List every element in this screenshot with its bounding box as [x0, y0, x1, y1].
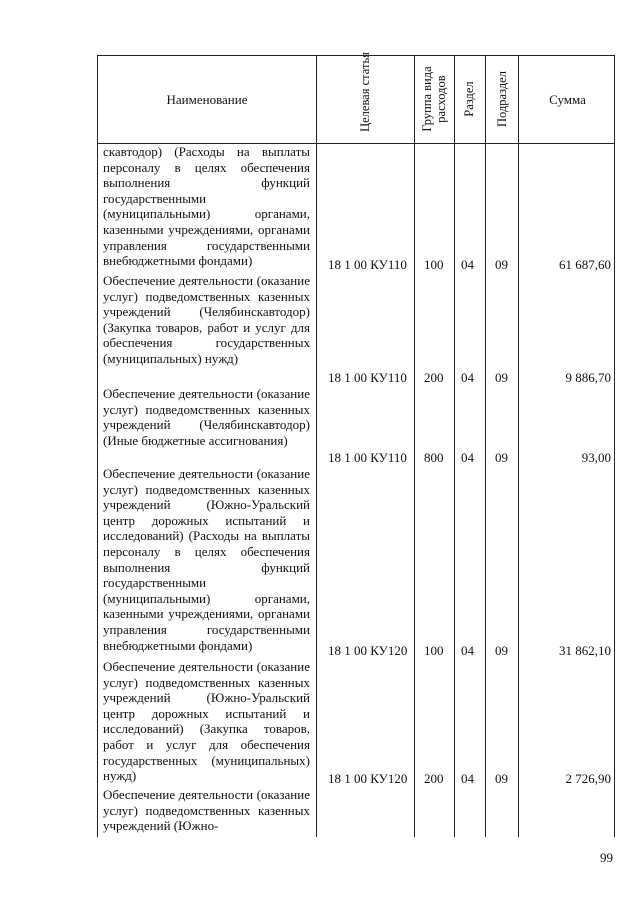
col-divider: [518, 55, 519, 837]
header-subsection: Подраздел: [495, 71, 509, 127]
col-divider: [454, 55, 455, 837]
col-divider: [485, 55, 486, 837]
row-subsection: 09: [495, 257, 508, 272]
row-sum: 31 862,10: [559, 643, 611, 658]
header-group: Группа вида расходов: [420, 66, 448, 132]
header-target: Целевая статья: [358, 52, 372, 132]
row-section: 04: [461, 450, 474, 465]
row-section: 04: [461, 643, 474, 658]
table-top-border: [98, 55, 614, 56]
row-name: Обеспечение деятельности (оказание услуг) подведомственных казенных учреждений (Южно-: [103, 787, 310, 834]
row-target: 18 1 00 КУ120: [328, 643, 408, 658]
page-number: 99: [600, 850, 613, 865]
row-sum: 9 886,70: [565, 370, 611, 385]
row-group: 200: [424, 771, 444, 786]
row-section: 04: [461, 771, 474, 786]
row-subsection: 09: [495, 643, 508, 658]
row-target: 18 1 00 КУ110: [328, 257, 407, 272]
row-target: 18 1 00 КУ120: [328, 771, 408, 786]
row-subsection: 09: [495, 370, 508, 385]
row-group: 100: [424, 643, 444, 658]
row-name: Обеспечение деятельности (оказание услуг) подведомственных казенных учреждений (Южно-Уральский центр дорожных испытаний и исследований) (Расходы на выплаты персоналу в целях обеспечения выполнения функций государственными (муниципальными) органами, казенными учреждениями, органами управления государственными внебюджетными фондами): [103, 466, 310, 653]
header-sum: Сумма: [549, 92, 586, 107]
row-section: 04: [461, 257, 474, 272]
row-sum: 61 687,60: [559, 257, 611, 272]
row-group: 100: [424, 257, 444, 272]
row-target: 18 1 00 КУ110: [328, 450, 407, 465]
row-subsection: 09: [495, 771, 508, 786]
col-divider: [414, 55, 415, 837]
row-name: скавтодор) (Расходы на выплаты персоналу в целях обеспечения выполнения функций государственными (муниципальными) органами, казенными учреждениями, органами управления государственными внебюджетными фондами): [103, 144, 310, 269]
row-target: 18 1 00 КУ110: [328, 370, 407, 385]
row-group: 200: [424, 370, 444, 385]
row-name: Обеспечение деятельности (оказание услуг) подведомственных казенных учреждений (Челябинскавтодор) (Закупка товаров, работ и услуг для обеспечения государственных (муниципальных) нужд): [103, 273, 310, 366]
row-name: Обеспечение деятельности (оказание услуг) подведомственных казенных учреждений (Челябинскавтодор) (Иные бюджетные ассигнования): [103, 386, 310, 448]
col-divider: [316, 55, 317, 837]
row-group: 800: [424, 450, 444, 465]
header-name: Наименование: [166, 92, 248, 107]
row-sum: 93,00: [581, 450, 611, 465]
row-subsection: 09: [495, 450, 508, 465]
row-section: 04: [461, 370, 474, 385]
header-section: Раздел: [462, 81, 476, 117]
budget-table: [97, 52, 615, 837]
row-sum: 2 726,90: [565, 771, 611, 786]
row-name: Обеспечение деятельности (оказание услуг) подведомственных казенных учреждений (Южно-Уральский центр дорожных испытаний и исследований) (Закупка товаров, работ и услуг для обеспечения государственных (муниципальных) нужд): [103, 659, 310, 784]
